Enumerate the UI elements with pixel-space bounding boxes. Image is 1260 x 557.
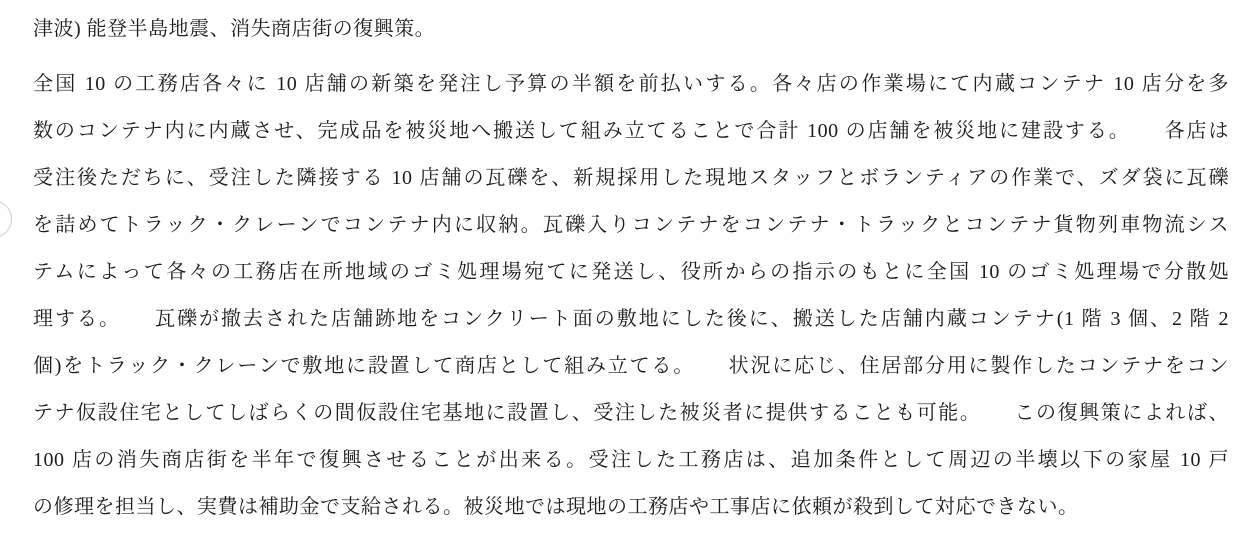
body-paragraph xyxy=(33,61,1229,531)
document-title-line: 津波) 能登半島地震、消失商店街の復興策。 xyxy=(33,18,436,40)
text-line: 数のコンテナ内に内蔵させ、完成品を被災地へ搬送して組み立てることで合計 100 の店舗を被災地に建設する。 各店は xyxy=(33,120,1229,142)
text-line: の修理を担当し、実費は補助金で支給される。被災地では現地の工務店や工事店に依頼が殺到して対応できない。 xyxy=(33,496,1079,518)
text-line: 個)をトラック・クレーンで敷地に設置して商店として組み立てる。 状況に応じ、住居部分用に製作したコンテナをコン xyxy=(33,355,1229,377)
text-line: 全国 10 の工務店各々に 10 店舗の新築を発注し予算の半額を前払いする。各々店の作業場にて内蔵コンテナ 10 店分を多 xyxy=(33,73,1229,95)
text-line: 理する。 瓦礫が撤去された店舗跡地をコンクリート面の敷地にした後に、搬送した店舗内蔵コンテナ(1 階 3 個、2 階 2 xyxy=(33,308,1229,330)
text-line: 100 店の消失商店街を半年で復興させることが出来る。受注した工務店は、追加条件として周辺の半壊以下の家屋 10 戸 xyxy=(33,449,1229,471)
text-line: 受注後ただちに、受注した隣接する 10 店舗の瓦礫を、新規採用した現地スタッフとボランティアの作業で、ズダ袋に瓦礫 xyxy=(33,167,1229,189)
text-line: を詰めてトラック・クレーンでコンテナ内に収納。瓦礫入りコンテナをコンテナ・トラックとコンテナ貨物列車物流シス xyxy=(33,214,1229,236)
text-line: テナ仮設住宅としてしばらくの間仮設住宅基地に設置し、受注した被災者に提供することも可能。 この復興策によれば、 xyxy=(33,402,1229,424)
left-edge-circle-artifact xyxy=(0,200,12,238)
text-line: テムによって各々の工務店在所地域のゴミ処理場宛てに発送し、役所からの指示のもとに全国 10 のゴミ処理場で分散処 xyxy=(33,261,1229,283)
